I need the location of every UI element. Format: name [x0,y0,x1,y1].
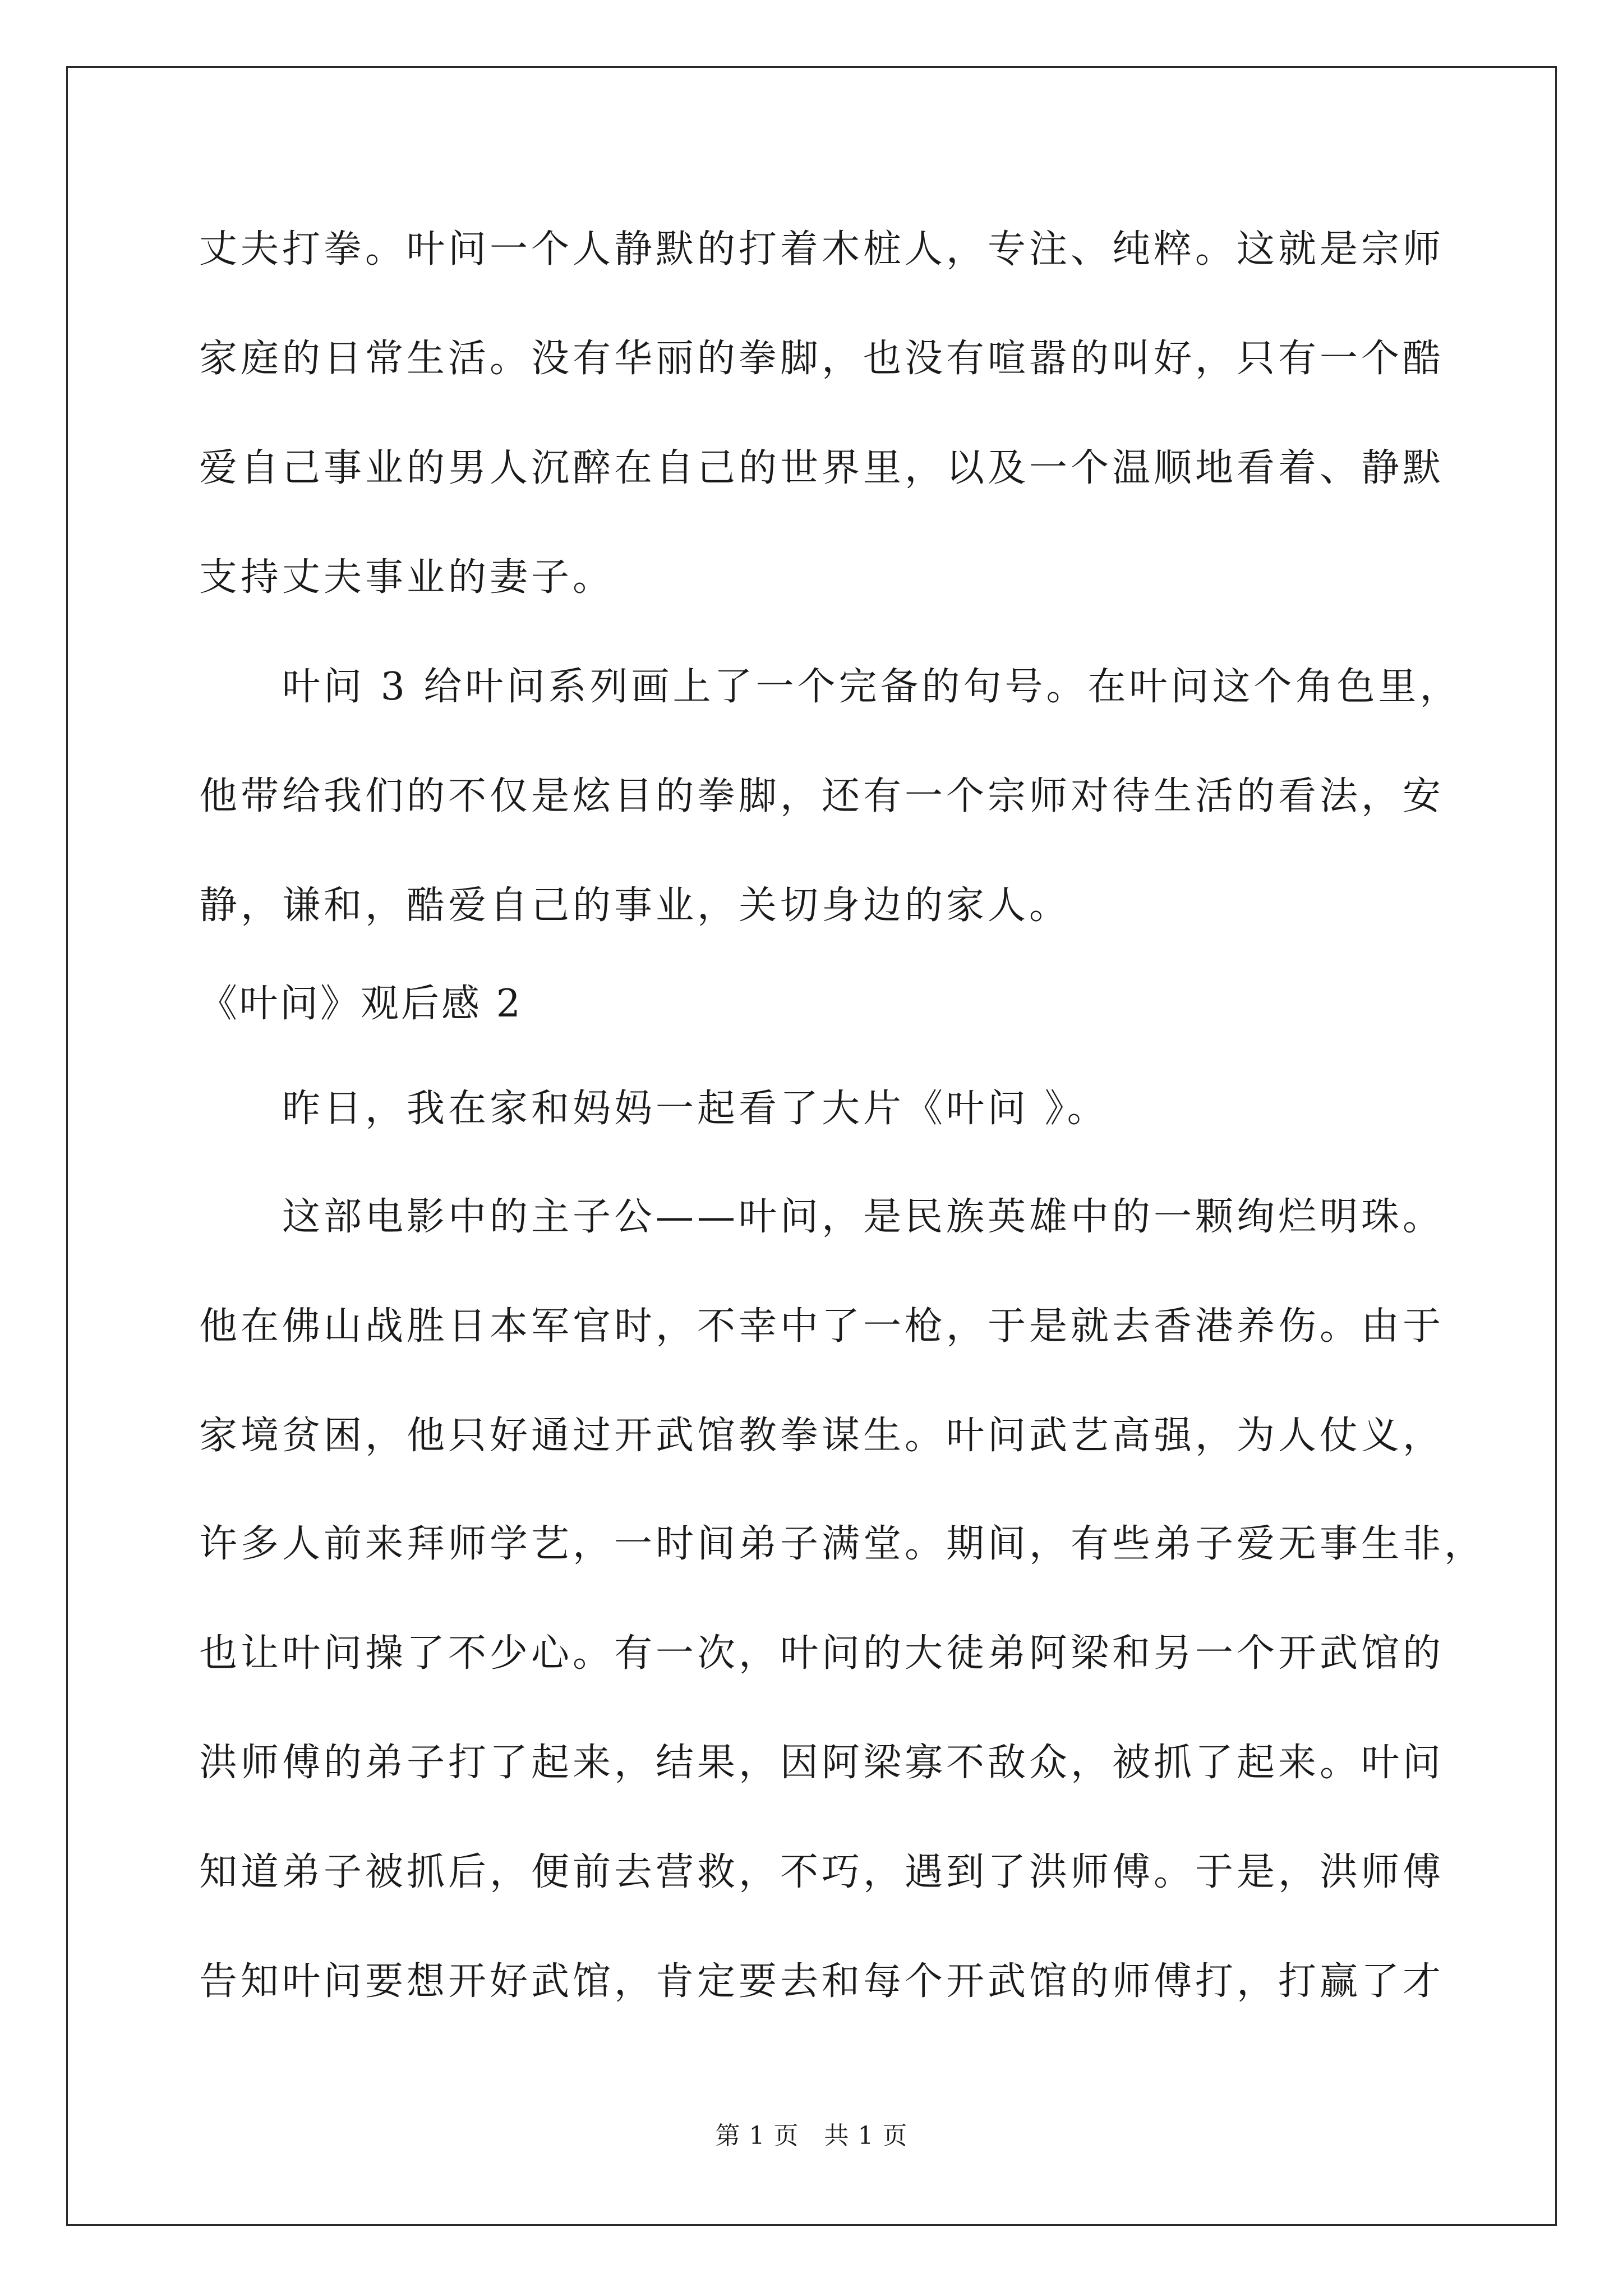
body-line: 这部电影中的主子公——叶问，是民族英雄中的一颗绚烂明珠。 [199,1195,1445,1239]
body-line: 叶问 3 给叶问系列画上了一个完备的句号。在叶问这个角色里， [199,665,1461,709]
body-line: 许多人前来拜师学艺，一时间弟子满堂。期间，有些弟子爱无事生非， [199,1522,1486,1566]
body-line: 知道弟子被抓后，便前去营救，不巧，遇到了洪师傅。于是，洪师傅 [199,1850,1445,1894]
page-border [66,66,1557,2226]
body-line: 昨日，我在家和妈妈一起看了大片《叶问 》。 [199,1087,1109,1131]
page-footer: 第 1 页 共 1 页 [715,2122,908,2150]
body-line: 爱自己事业的男人沉醉在自己的世界里，以及一个温顺地看着、静默 [199,446,1445,490]
body-line: 支持丈夫事业的妻子。 [199,555,615,600]
body-line: 他带给我们的不仅是炫目的拳脚，还有一个宗师对待生活的看法，安 [199,774,1445,818]
body-line: 丈夫打拳。叶问一个人静默的打着木桩人，专注、纯粹。这就是宗师 [199,227,1445,272]
body-line: 他在佛山战胜日本军官时，不幸中了一枪，于是就去香港养伤。由于 [199,1304,1445,1349]
body-line: 告知叶问要想开好武馆，肯定要去和每个开武馆的师傅打，打赢了才 [199,1959,1445,2004]
body-line: 静，谦和，酷爱自己的事业，关切身边的家人。 [199,884,1071,928]
body-line: 也让叶问操了不少心。有一次，叶问的大徒弟阿梁和另一个开武馆的 [199,1631,1445,1676]
body-line: 家庭的日常生活。没有华丽的拳脚，也没有喧嚣的叫好，只有一个酷 [199,337,1445,381]
body-line: 洪师傅的弟子打了起来，结果，因阿梁寡不敌众，被抓了起来。叶问 [199,1741,1445,1785]
section-heading: 《叶问》观后感 2 [199,982,523,1026]
body-line: 家境贫困，他只好通过开武馆教拳谋生。叶问武艺高强，为人仗义， [199,1414,1445,1458]
